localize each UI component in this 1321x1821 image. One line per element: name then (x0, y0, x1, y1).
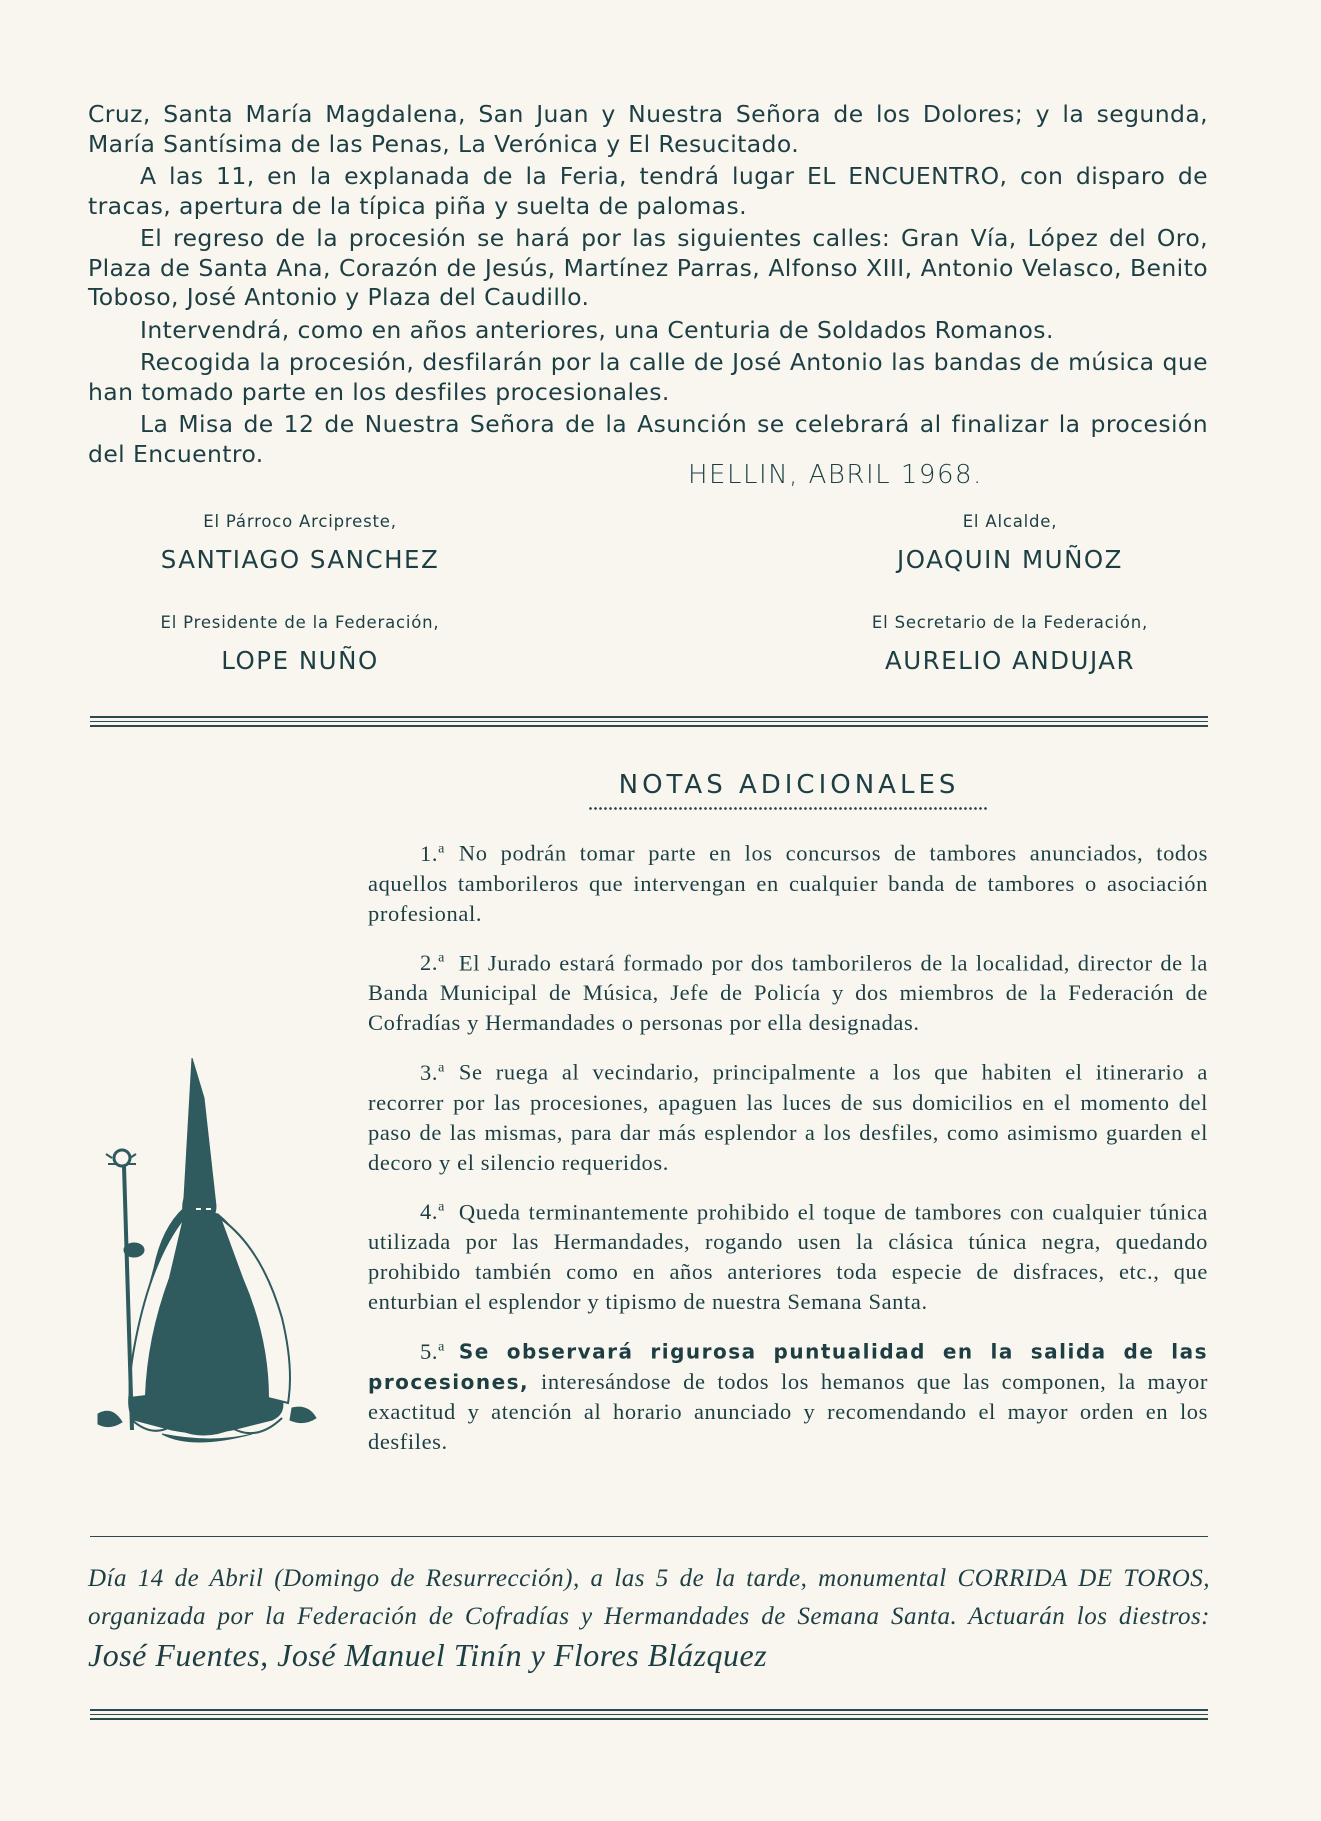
note-bold-text: Se observará rigurosa puntualidad en la salida de las procesiones, (368, 1339, 1208, 1394)
signature-name: SANTIAGO SANCHEZ (160, 545, 440, 574)
notes-title: NOTAS ADICIONALES (618, 770, 960, 800)
note-item (368, 1053, 1208, 1178)
corrida-diestros: José Fuentes, José Manuel Tinín y Flores Blázquez (88, 1637, 768, 1673)
signature-alcalde (850, 512, 1170, 574)
note-ordinal: a (438, 1339, 445, 1354)
note-ordinal: a (438, 950, 445, 966)
signature-role: El Párroco Arcipreste, (203, 512, 397, 531)
intro-paragraph: Recogida la procesión, desfilarán por la calle de José Antonio las bandas de música que han tomado parte en los desfiles procesionales. (88, 348, 1208, 406)
intro-paragraph: La Misa de 12 de Nuestra Señora de la Asunción se celebrará al finalizar la procesión del Encuentro. (88, 410, 1208, 468)
note-text: Queda terminantemente prohibido el toque de tambores con cualquier túnica utilizada por las Hermandades, rogando usen la clásica túnica negra, quedando prohibido también como en años anteriores toda especie de disfraces, etc., que enturbian el esplendor y tipismo de nuestra Semana Santa. (368, 1199, 1208, 1314)
note-item (368, 1193, 1208, 1318)
corrida-announcement (88, 1560, 1210, 1678)
note-text: Se ruega al vecindario, principalmente a los que habiten el itinerario a recorrer por las procesiones, apaguen las luces de sus domicilios en el momento del paso de las mismas, para dar más esplendor a los desfiles, como asimismo guarden el decoro y el silencio requeridos. (368, 1059, 1208, 1175)
divider-rule (90, 1536, 1208, 1540)
intro-paragraph: El regreso de la procesión se hará por las siguientes calles: Gran Vía, López del Oro, Plaza de Santa Ana, Corazón de Jesús, Martínez Parras, Alfonso XIII, Antonio Velasco, Benito Toboso, José Antonio y Plaza del Caudillo. (88, 224, 1208, 311)
note-ordinal: a (438, 1060, 445, 1075)
nazareno-illustration (92, 1058, 322, 1448)
signature-role: El Secretario de la Federación, (871, 613, 1149, 632)
note-number: 1. (420, 840, 439, 866)
note-text: interesándose de todos los hemanos que las componen, la mayor exactitud y atención al horario anunciado y recomendando el mayor orden en los desfiles. (368, 1368, 1208, 1454)
note-item (368, 1332, 1208, 1457)
signature-name: AURELIO ANDUJAR (884, 646, 1136, 675)
note-number: 5. (420, 1338, 439, 1364)
note-item (368, 944, 1208, 1039)
note-number: 4. (420, 1199, 439, 1224)
signature-secretario (840, 613, 1180, 675)
divider-rule (90, 1709, 1208, 1723)
note-number: 2. (420, 950, 439, 975)
intro-paragraph: A las 11, en la explanada de la Feria, tendrá lugar EL ENCUENTRO, con disparo de tracas, apertura de la típica piña y suelta de palomas. (88, 162, 1208, 220)
signature-parroco (140, 512, 460, 574)
intro-text (88, 100, 1208, 472)
intro-paragraph: Intervendrá, como en años anteriores, una Centuria de Soldados Romanos. (140, 315, 1054, 344)
signature-role: El Alcalde, (962, 512, 1058, 531)
intro-paragraph: Cruz, Santa María Magdalena, San Juan y Nuestra Señora de los Dolores; y la segunda, María Santísima de las Penas, La Verónica y El Resucitado. (88, 100, 1208, 158)
note-text: El Jurado estará formado por dos tamborileros de la localidad, director de la Banda Municipal de Música, Jefe de Policía y dos miembros de la Federación de Cofradías y Hermandades o personas por ella designadas. (368, 950, 1208, 1035)
note-item (368, 834, 1208, 929)
note-ordinal: a (438, 1199, 445, 1215)
signature-name: LOPE NUÑO (221, 646, 379, 675)
corrida-text: Día 14 de Abril (Domingo de Resurrección), a las 5 de la tarde, monumental CORRIDA DE TOROS, organizada por la Federación de Cofradías y Hermandades de Semana Santa. Actuarán los diestros: (88, 1565, 1210, 1630)
note-ordinal: a (438, 841, 445, 856)
notes-list (368, 834, 1208, 1472)
note-text: No podrán tomar parte en los concursos de tambores anunciados, todos aquellos tamborileros que intervengan en cualquier banda de tambores o asociación profesional. (368, 840, 1208, 926)
note-number: 3. (420, 1059, 439, 1085)
divider-rule (90, 716, 1208, 730)
place-date: HELLIN, ABRIL 1968. (688, 460, 983, 490)
dotted-underline (588, 806, 988, 811)
signature-role: El Presidente de la Federación, (160, 613, 440, 632)
signature-name: JOAQUIN MUÑOZ (897, 545, 1123, 574)
signature-presidente (130, 613, 470, 675)
